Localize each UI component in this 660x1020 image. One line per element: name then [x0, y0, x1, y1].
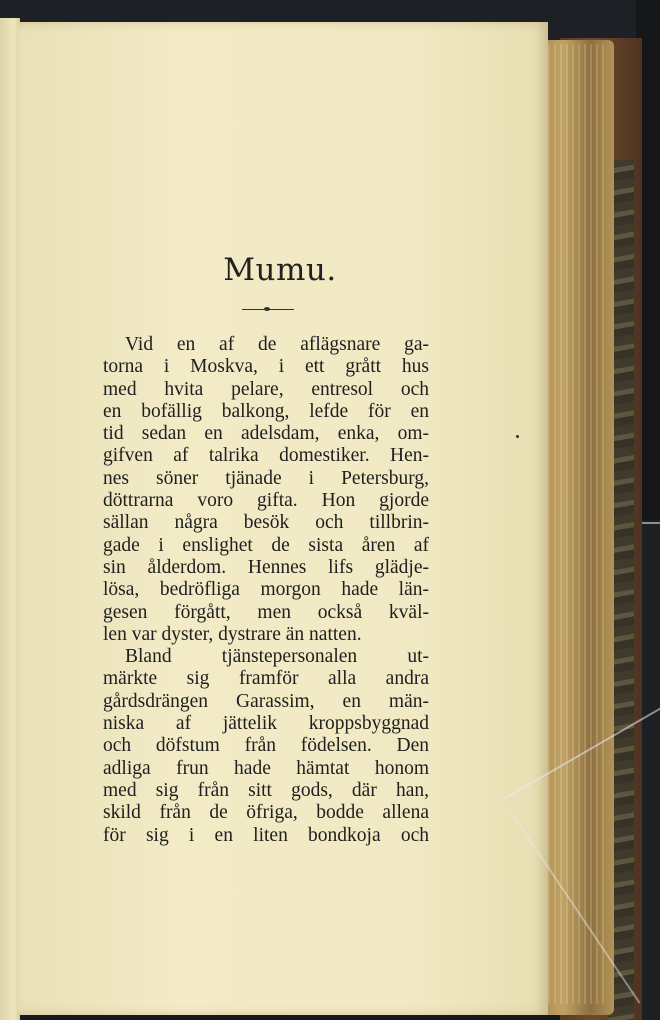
text-line: lösa, bedröfliga morgon hade län- [103, 579, 429, 601]
text-line: tid sedan en adelsdam, enka, om- [103, 423, 429, 445]
text-line: gade i enslighet de sista åren af [103, 534, 429, 556]
text-line: nes söner tjänade i Petersburg, [103, 467, 429, 489]
text-line: och döfstum från födelsen. Den [103, 735, 429, 757]
text-line: sällan några besök och tillbrin- [103, 512, 429, 534]
text-line: adliga frun hade hämtat honom [103, 757, 429, 779]
text-line: Bland tjänstepersonalen ut- [125, 646, 429, 668]
text-line: döttrarna voro gifta. Hon gjorde [103, 490, 429, 512]
text-line: märkte sig framför alla andra [103, 668, 429, 690]
text-line: gårdsdrängen Garassim, en män- [103, 690, 429, 712]
text-line: torna i Moskva, i ett grått hus [103, 356, 429, 378]
text-line: med hvita pelare, entresol och [103, 378, 429, 400]
text-line: med sig från sitt gods, där han, [103, 779, 429, 801]
paper-speck [516, 435, 519, 438]
text-line: skild från de öfriga, bodde allena [103, 802, 429, 824]
text-line: gesen förgått, men också kväl- [103, 601, 429, 623]
left-page-edge [0, 18, 20, 1020]
text-line: gifven af talrika domestiker. Hen- [103, 445, 429, 467]
text-line: en bofällig balkong, lefde för en [103, 400, 429, 422]
page-edges [548, 44, 608, 1004]
text-line: niska af jättelik kroppsbyggnad [103, 713, 429, 735]
chapter-title: Mumu. [223, 252, 337, 288]
text-line: för sig i en liten bondkoja och [103, 824, 429, 846]
text-line: Vid en af de aflägsnare ga- [125, 334, 429, 355]
title-ornament-dot [264, 307, 270, 311]
body-text [103, 334, 429, 847]
text-line: len var dyster, dystrare än natten. [103, 623, 362, 645]
text-line: sin ålderdom. Hennes lifs glädje- [103, 556, 429, 578]
